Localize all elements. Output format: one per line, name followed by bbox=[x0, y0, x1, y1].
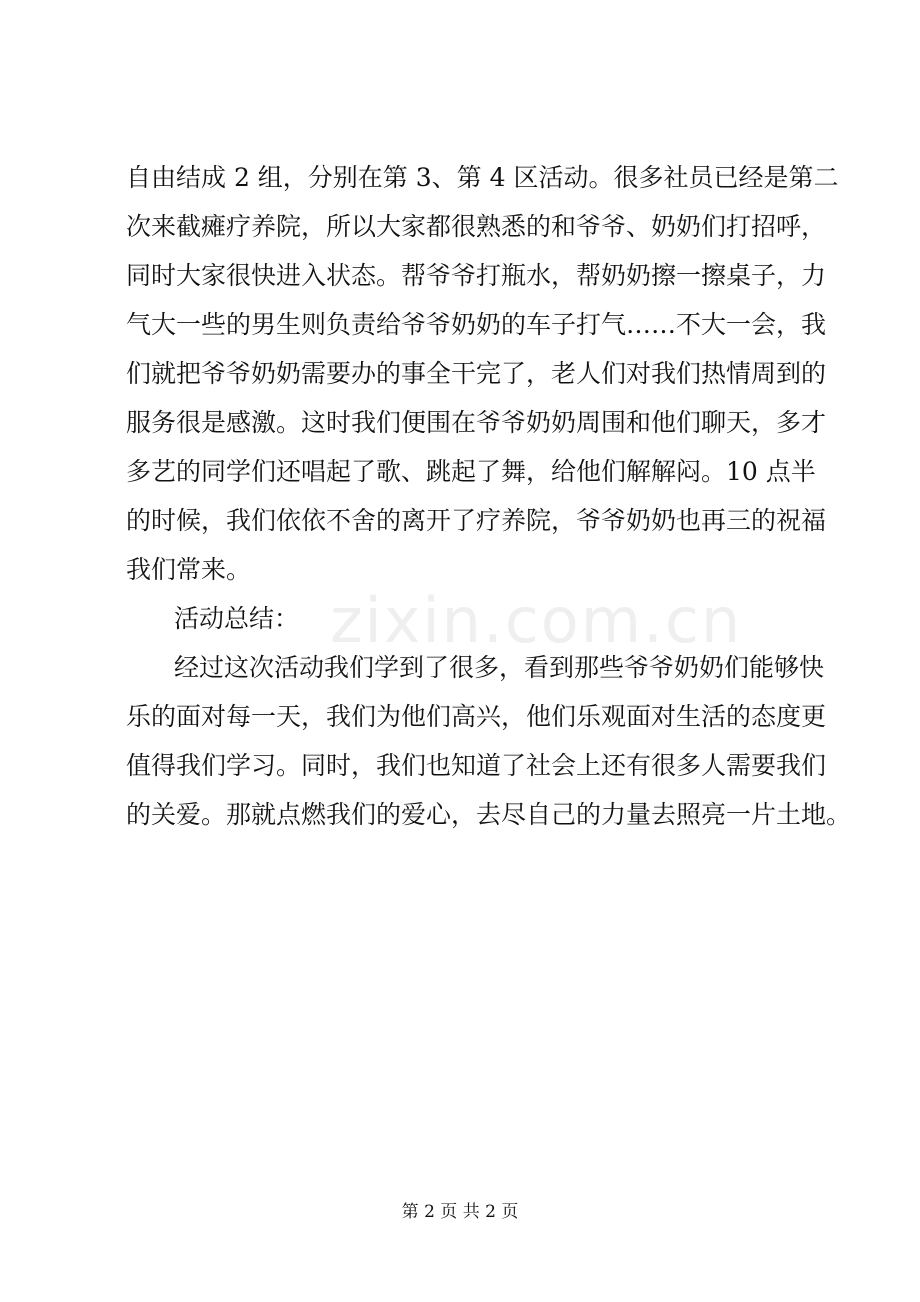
paragraph-line: 气大一些的男生则负责给爷爷奶奶的车子打气……不大一会，我 bbox=[126, 310, 827, 339]
paragraph-line: 的关爱。那就点燃我们的爱心，去尽自己的力量去照亮一片土地。 bbox=[126, 800, 852, 829]
paragraph-line: 自由结成 2 组，分别在第 3、第 4 区活动。很多社员已经是第二 bbox=[126, 163, 839, 192]
section-heading: 活动总结： bbox=[174, 604, 300, 633]
watermark: zixin.com.cn bbox=[330, 584, 743, 657]
paragraph-line: 的时候，我们依依不舍的离开了疗养院，爷爷奶奶也再三的祝福 bbox=[126, 506, 827, 535]
paragraph-line: 值得我们学习。同时，我们也知道了社会上还有很多人需要我们 bbox=[126, 751, 827, 780]
page-number: 第 2 页 共 2 页 bbox=[401, 1202, 519, 1222]
paragraph-line: 多艺的同学们还唱起了歌、跳起了舞，给他们解解闷。10 点半 bbox=[126, 457, 816, 486]
paragraph-line: 同时大家很快进入状态。帮爷爷打瓶水，帮奶奶擦一擦桌子，力 bbox=[126, 261, 827, 290]
paragraph-line: 们就把爷爷奶奶需要办的事全干完了，老人们对我们热情周到的 bbox=[126, 359, 827, 388]
paragraph-line: 乐的面对每一天，我们为他们高兴，他们乐观面对生活的态度更 bbox=[126, 702, 827, 731]
paragraph-line: 次来截瘫疗养院，所以大家都很熟悉的和爷爷、奶奶们打招呼， bbox=[126, 212, 827, 241]
paragraph-line: 服务很是感激。这时我们便围在爷爷奶奶周围和他们聊天，多才 bbox=[126, 408, 827, 437]
paragraph-line: 我们常来。 bbox=[126, 555, 252, 584]
paragraph-line: 经过这次活动我们学到了很多，看到那些爷爷奶奶们能够快 bbox=[174, 653, 825, 682]
